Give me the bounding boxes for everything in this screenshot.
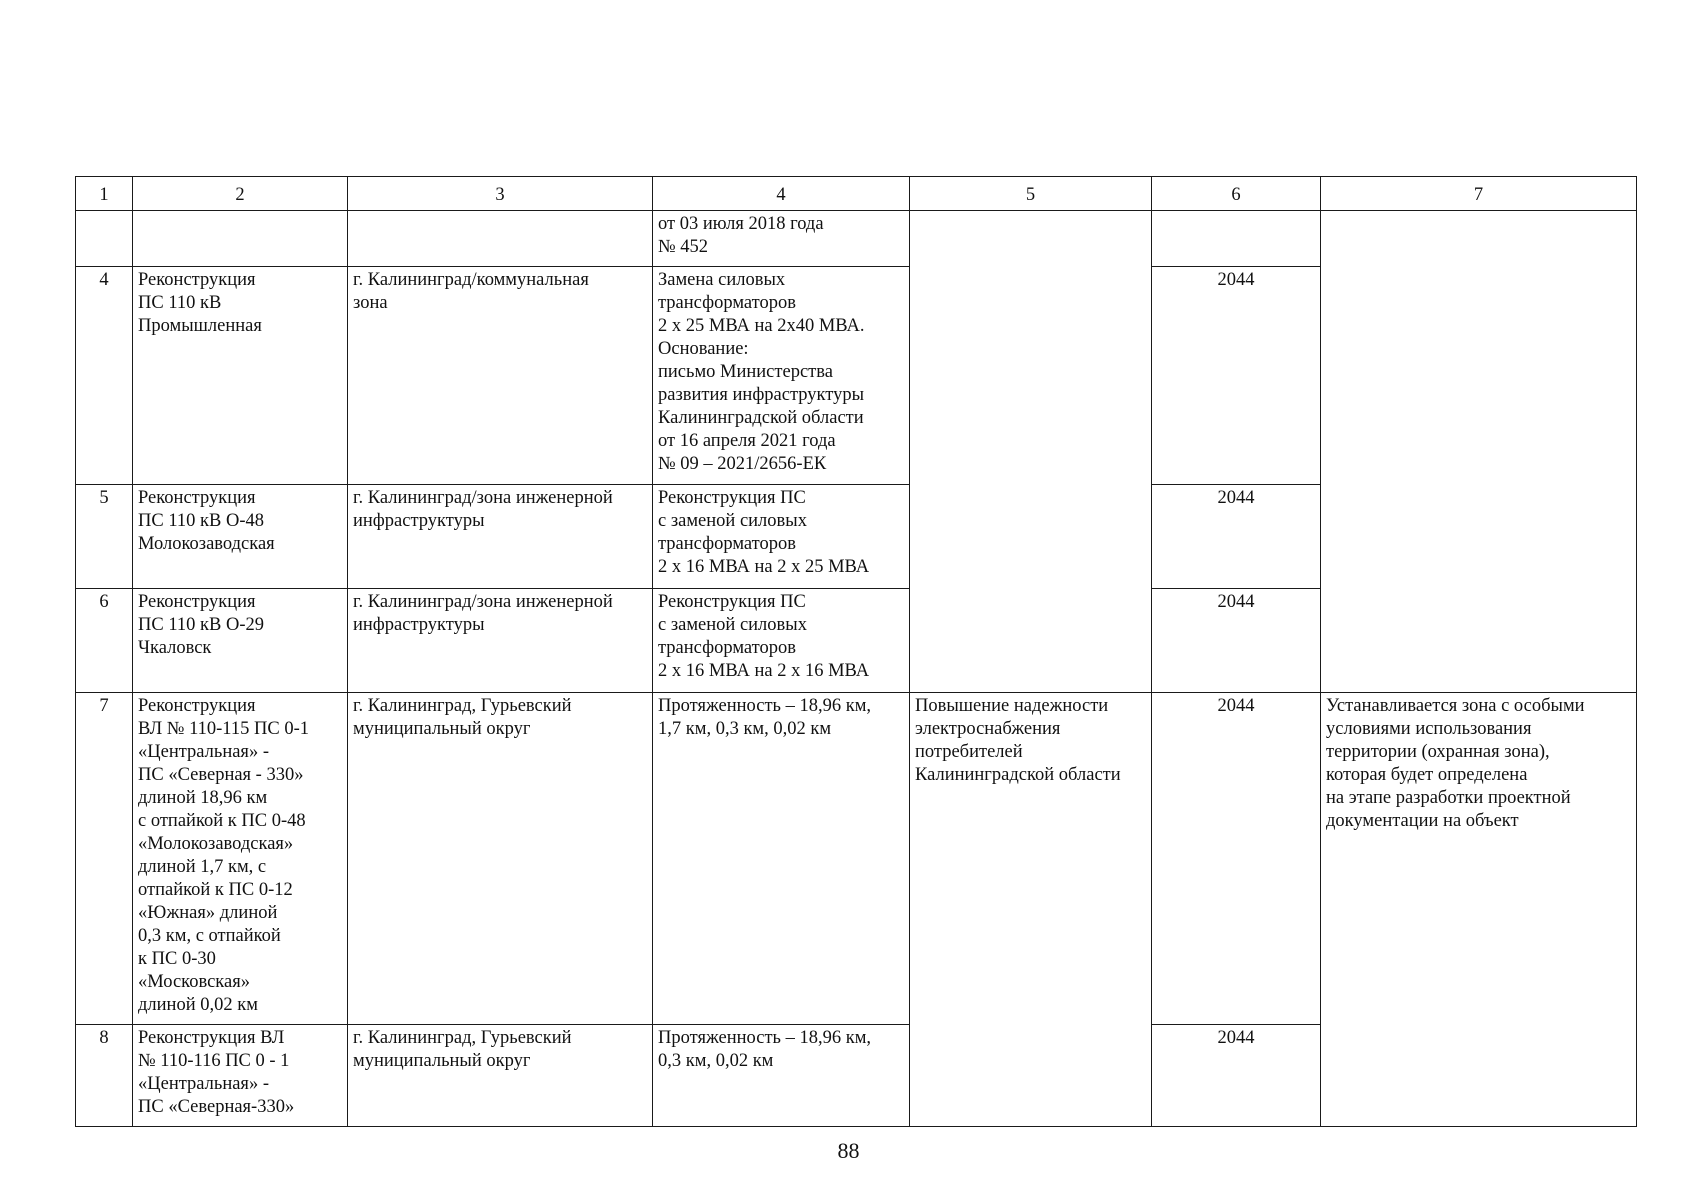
object-name-cell — [133, 211, 348, 267]
details-line: от 16 апреля 2021 года — [658, 431, 836, 451]
zone-line: документации на объект — [1326, 811, 1519, 831]
table-row — [76, 693, 1637, 1025]
details-line: от 03 июля 2018 года — [658, 214, 824, 234]
row-number-cell: 7 — [76, 693, 133, 1025]
year-cell: 2044 — [1152, 485, 1321, 589]
object-name-line: 0,3 км, с отпайкой — [138, 926, 281, 946]
object-name-line: длиной 18,96 км — [138, 788, 268, 808]
details-line: Калининградской области — [658, 408, 864, 428]
details-cell — [653, 693, 910, 1025]
purpose-cell — [910, 693, 1152, 1127]
row-number-cell: 8 — [76, 1025, 133, 1127]
details-line: Реконструкция ПС — [658, 488, 806, 508]
object-name-line: «Центральная» - — [138, 1074, 269, 1094]
row-number-cell: 6 — [76, 589, 133, 693]
zone-line: условиями использования — [1326, 719, 1532, 739]
purpose-line: Повышение надежности — [915, 696, 1109, 716]
object-name-line: ПС «Северная-330» — [138, 1097, 295, 1117]
header-cell: 1 — [76, 177, 133, 211]
row-number-cell: 4 — [76, 267, 133, 485]
object-name-cell — [133, 267, 348, 485]
header-cell: 5 — [910, 177, 1152, 211]
details-line: Основание: — [658, 339, 749, 359]
purpose-line: электроснабжения — [915, 719, 1061, 739]
zone-line: на этапе разработки проектной — [1326, 788, 1571, 808]
header-cell: 7 — [1321, 177, 1637, 211]
location-cell — [348, 693, 653, 1025]
header-cell: 4 — [653, 177, 910, 211]
details-line: письмо Министерства — [658, 362, 833, 382]
table-row — [76, 211, 1637, 267]
header-cell: 6 — [1152, 177, 1321, 211]
zone-line: которая будет определена — [1326, 765, 1528, 785]
object-name-line: ПС 110 кВ — [138, 293, 222, 313]
object-name-cell — [133, 485, 348, 589]
year-cell: 2044 — [1152, 267, 1321, 485]
object-name-cell — [133, 1025, 348, 1127]
object-name-line: Чкаловск — [138, 638, 212, 658]
details-line: Замена силовых — [658, 270, 786, 290]
object-name-line: «Центральная» - — [138, 742, 269, 762]
details-cell — [653, 485, 910, 589]
details-cell — [653, 1025, 910, 1127]
object-name-line: Реконструкция — [138, 696, 256, 716]
object-name-line: «Южная» длиной — [138, 903, 278, 923]
purpose-line: Калининградской области — [915, 765, 1121, 785]
object-name-line: ПС «Северная - 330» — [138, 765, 304, 785]
details-line: трансформаторов — [658, 638, 796, 658]
details-line: 2 х 16 МВА на 2 х 16 МВА — [658, 661, 870, 681]
object-name-line: Молокозаводская — [138, 534, 275, 554]
header-cell: 3 — [348, 177, 653, 211]
location-cell — [348, 1025, 653, 1127]
object-name-line: Промышленная — [138, 316, 262, 336]
year-cell: 2044 — [1152, 589, 1321, 693]
location-line: инфраструктуры — [353, 615, 485, 635]
object-name-cell — [133, 693, 348, 1025]
object-name-line: «Московская» — [138, 972, 250, 992]
year-cell: 2044 — [1152, 1025, 1321, 1127]
row-number-cell — [76, 211, 133, 267]
location-line: г. Калининград, Гурьевский — [353, 1028, 572, 1048]
details-line: № 452 — [658, 237, 709, 257]
details-line: 1,7 км, 0,3 км, 0,02 км — [658, 719, 832, 739]
header-cell: 2 — [133, 177, 348, 211]
row-number-cell: 5 — [76, 485, 133, 589]
page-number: 88 — [837, 1138, 860, 1163]
location-line: г. Калининград, Гурьевский — [353, 696, 572, 716]
object-name-line: длиной 0,02 км — [138, 995, 258, 1015]
details-line: с заменой силовых — [658, 615, 807, 635]
objects-table — [75, 176, 1637, 1127]
location-line: г. Калининград/зона инженерной — [353, 592, 613, 612]
purpose-line: потребителей — [915, 742, 1023, 762]
location-line: г. Калининград/коммунальная — [353, 270, 589, 290]
object-name-line: Реконструкция ВЛ — [138, 1028, 285, 1048]
header-row — [76, 177, 1637, 211]
location-line: г. Калининград/зона инженерной — [353, 488, 613, 508]
details-line: 0,3 км, 0,02 км — [658, 1051, 774, 1071]
location-line: муниципальный округ — [353, 1051, 531, 1071]
object-name-line: длиной 1,7 км, с — [138, 857, 267, 877]
location-cell — [348, 485, 653, 589]
details-cell — [653, 589, 910, 693]
details-cell — [653, 267, 910, 485]
details-line: Протяженность – 18,96 км, — [658, 696, 872, 716]
object-name-line: Реконструкция — [138, 488, 256, 508]
purpose-cell-empty — [910, 211, 1152, 693]
details-line: № 09 – 2021/2656-ЕК — [658, 454, 827, 474]
details-line: Протяженность – 18,96 км, — [658, 1028, 872, 1048]
zone-cell-empty — [1321, 211, 1637, 693]
zone-line: Устанавливается зона с особыми — [1326, 696, 1585, 716]
details-line: с заменой силовых — [658, 511, 807, 531]
details-cell — [653, 211, 910, 267]
object-name-line: № 110-116 ПС 0 - 1 — [138, 1051, 290, 1071]
object-name-line: «Молокозаводская» — [138, 834, 294, 854]
object-name-line: ВЛ № 110-115 ПС 0-1 — [138, 719, 309, 739]
details-line: развития инфраструктуры — [658, 385, 865, 405]
location-line: зона — [353, 293, 388, 313]
object-name-line: Реконструкция — [138, 270, 256, 290]
details-line: трансформаторов — [658, 293, 796, 313]
year-cell — [1152, 211, 1321, 267]
location-cell — [348, 211, 653, 267]
object-name-line: с отпайкой к ПС 0-48 — [138, 811, 306, 831]
object-name-line: отпайкой к ПС 0-12 — [138, 880, 293, 900]
location-cell — [348, 267, 653, 485]
object-name-line: к ПС 0-30 — [138, 949, 216, 969]
location-line: муниципальный округ — [353, 719, 531, 739]
details-line: Реконструкция ПС — [658, 592, 806, 612]
object-name-line: ПС 110 кВ О-48 — [138, 511, 264, 531]
object-name-line: ПС 110 кВ О-29 — [138, 615, 264, 635]
object-name-line: Реконструкция — [138, 592, 256, 612]
location-cell — [348, 589, 653, 693]
details-line: 2 х 16 МВА на 2 х 25 МВА — [658, 557, 870, 577]
year-cell: 2044 — [1152, 693, 1321, 1025]
zone-cell — [1321, 693, 1637, 1127]
location-line: инфраструктуры — [353, 511, 485, 531]
zone-line: территории (охранная зона), — [1326, 742, 1550, 762]
object-name-cell — [133, 589, 348, 693]
details-line: 2 х 25 МВА на 2х40 МВА. — [658, 316, 865, 336]
details-line: трансформаторов — [658, 534, 796, 554]
